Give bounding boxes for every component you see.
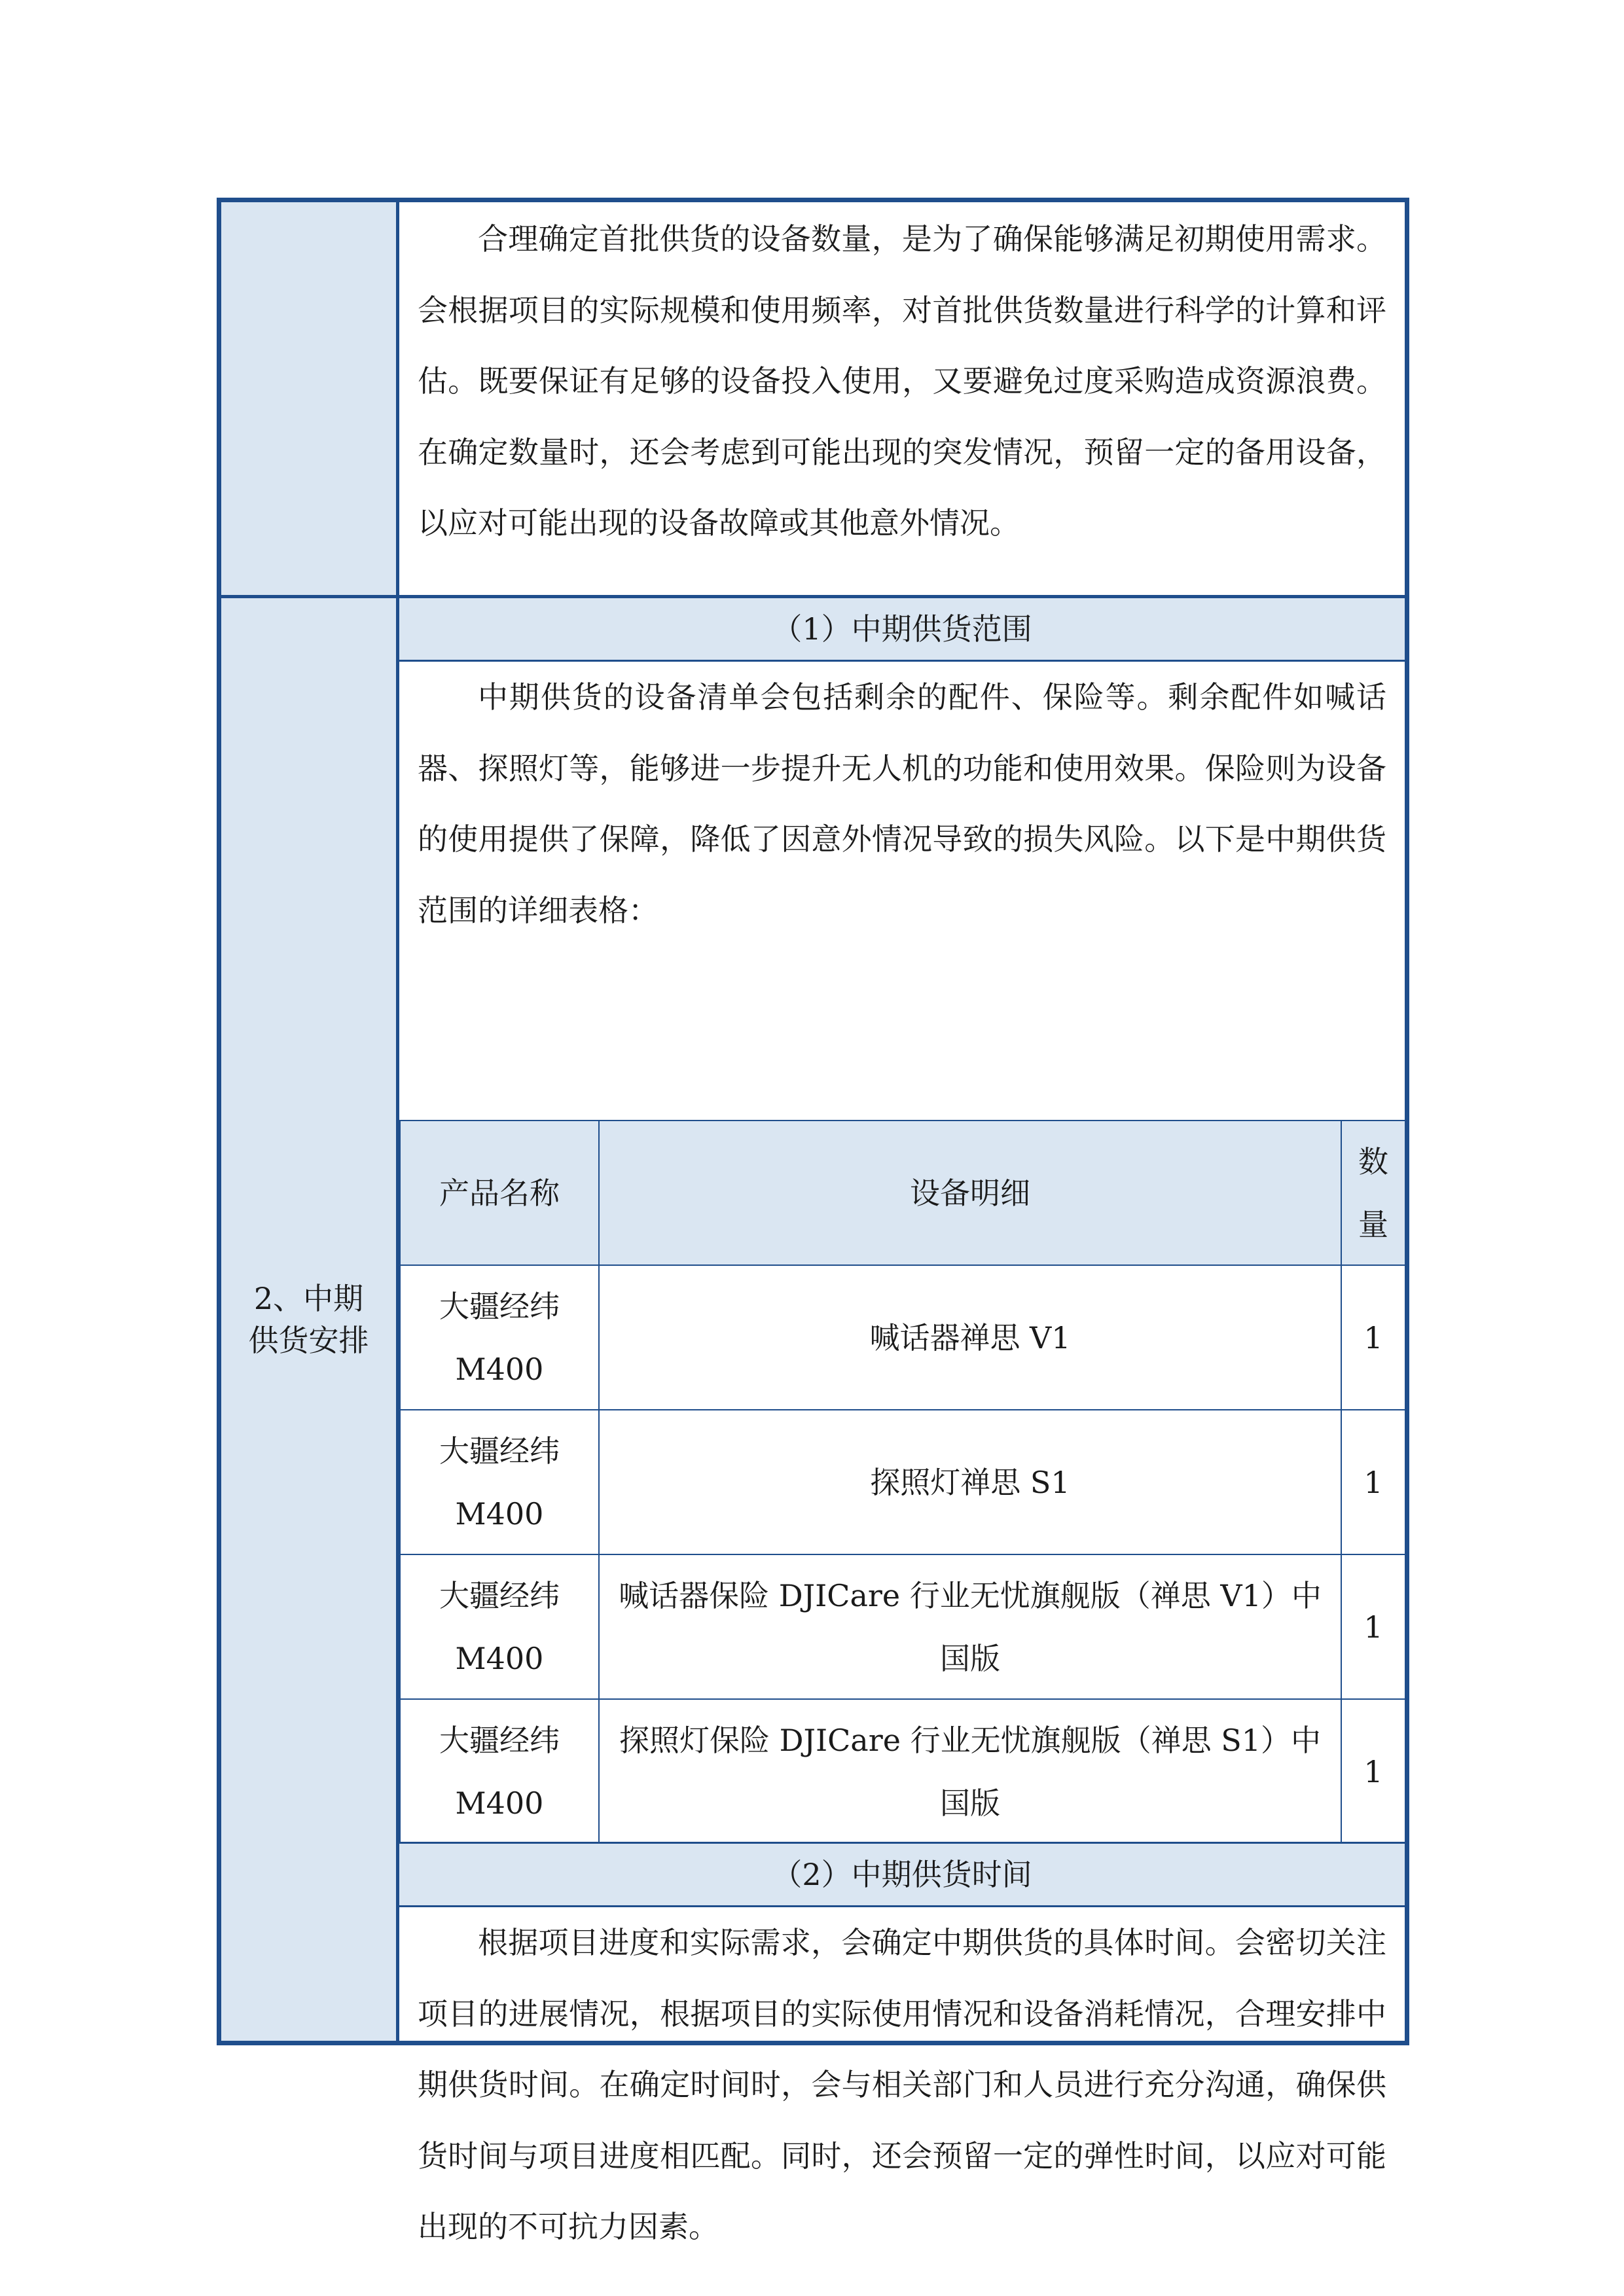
table-row [400, 1265, 1405, 1410]
section1-content-cell [399, 202, 1405, 598]
section1-paragraph: 合理确定首批供货的设备数量，是为了确保能够满足初期使用需求。会根据项目的实际规模和使用频率，对首批供货数量进行科学的计算和评估。既要保证有足够的设备投入使用，又要避免过度采购造成资源浪费。在确定数量时，还会考虑到可能出现的突发情况，预留一定的备用设备，以应对可能出现的设备故障或其他意外情况。 [418, 221, 1386, 541]
scope-heading-cell [399, 598, 1405, 660]
table-header-row [400, 1121, 1405, 1265]
header-product: 产品名称 [400, 1121, 599, 1265]
cell-product: 大疆经纬M400 [400, 1410, 599, 1554]
cell-detail: 喊话器保险 DJICare 行业无忧旗舰版（禅思 V1）中国版 [599, 1554, 1341, 1699]
header-qty: 数量 [1341, 1121, 1405, 1265]
cell-product: 大疆经纬M400 [400, 1554, 599, 1699]
scope-heading: （1）中期供货范围 [399, 598, 1405, 660]
cell-product: 大疆经纬M400 [400, 1699, 599, 1844]
section2-label: 2、中期供货安排 [248, 1281, 369, 1358]
cell-detail: 喊话器禅思 V1 [599, 1265, 1341, 1410]
table-row [400, 1554, 1405, 1699]
content-table [217, 198, 1409, 2244]
cell-detail: 探照灯保险 DJICare 行业无忧旗舰版（禅思 S1）中国版 [599, 1699, 1341, 1844]
scope-paragraph: 中期供货的设备清单会包括剩余的配件、保险等。剩余配件如喊话器、探照灯等，能够进一步提升无人机的功能和使用效果。保险则为设备的使用提供了保障，降低了因意外情况导致的损失风险。以下是中期供货范围的详细表格： [418, 679, 1386, 928]
cell-qty: 1 [1341, 1699, 1405, 1844]
cell-qty: 1 [1341, 1265, 1405, 1410]
section1-label-cell [221, 202, 399, 598]
timing-heading: （2）中期供货时间 [399, 1844, 1405, 1905]
header-detail: 设备明细 [599, 1121, 1341, 1265]
supply-scope-table [399, 1120, 1406, 1844]
cell-product: 大疆经纬M400 [400, 1265, 599, 1410]
timing-paragraph-cell [399, 1907, 1405, 2244]
cell-qty: 1 [1341, 1554, 1405, 1699]
table-row [400, 1410, 1405, 1554]
table-row [400, 1699, 1405, 1844]
scope-paragraph-cell [399, 662, 1405, 1122]
timing-heading-cell [399, 1844, 1405, 1905]
cell-detail: 探照灯禅思 S1 [599, 1410, 1341, 1554]
timing-paragraph: 根据项目进度和实际需求，会确定中期供货的具体时间。会密切关注项目的进展情况，根据项目的实际使用情况和设备消耗情况，合理安排中期供货时间。在确定时间时，会与相关部门和人员进行充分沟通，确保供货时间与项目进度相匹配。同时，还会预留一定的弹性时间，以应对可能出现的不可抗力因素。 [418, 1925, 1386, 2244]
section2-label-cell [221, 598, 399, 2041]
cell-qty: 1 [1341, 1410, 1405, 1554]
